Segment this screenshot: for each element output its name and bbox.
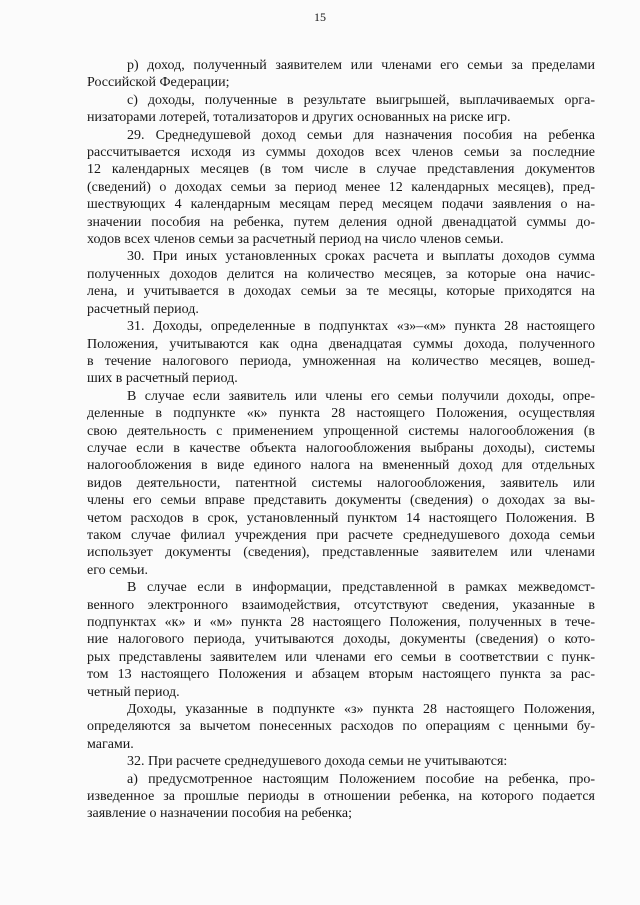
paragraph <box>87 388 595 579</box>
text-line: Положения, учитываются как одна двенадцатая суммы дохода, полученного <box>87 336 595 352</box>
paragraph <box>87 318 595 388</box>
text-line: рых представлены заявителем или членами его семьи в соответствии с пунк- <box>87 649 595 665</box>
text-line: а) предусмотренное настоящим Положением пособие на ребенка, про- <box>127 771 595 787</box>
text-line: таком случае филиал учреждения при расчете среднедушевого дохода семьи <box>87 527 595 543</box>
text-line: его семьи. <box>87 562 148 578</box>
text-line: том 13 настоящего Положения и абзацем вторым настоящего пункта за рас- <box>87 667 595 683</box>
text-line: 30. При иных установленных сроках расчета и выплаты доходов сумма <box>127 249 595 265</box>
text-line: 29. Среднедушевой доход семьи для назначения пособия на ребенка <box>127 127 595 143</box>
text-line: рассчитывается исходя из суммы доходов всех членов семьи за последние <box>87 145 595 161</box>
text-line: свою деятельность с применением упрощенной системы налогообложения (в <box>87 423 595 439</box>
text-line: налогообложения в виде единого налога на вмененный доход для отдельных <box>87 458 595 474</box>
text-line: ние налогового периода, учитываются доходы, документы (сведения) о кото- <box>87 632 595 648</box>
page-number: 15 <box>314 10 326 24</box>
text-line: случае если в качестве объекта налогообложения выбраны доходы), системы <box>87 440 595 456</box>
paragraph <box>87 127 595 249</box>
text-line: определяются за вычетом понесенных расходов по операциям с ценными бу- <box>87 719 595 735</box>
text-line: заявление о назначении пособия на ребенка; <box>87 806 352 822</box>
text-line: использует документы (сведения), представленные заявителем или членами <box>87 545 595 561</box>
text-line: Доходы, указанные в подпункте «з» пункта 28 настоящего Положения, <box>127 702 595 718</box>
text-line: В случае если в информации, представленной в рамках межведомст- <box>127 580 595 596</box>
text-line: значении пособия на ребенка, путем деления одной двенадцатой суммы до- <box>87 214 595 230</box>
text-line: с) доходы, полученные в результате выигрышей, выплачиваемых орга- <box>127 92 595 108</box>
text-line: ходов всех членов семьи за расчетный период на число членов семьи. <box>87 232 504 248</box>
paragraph <box>87 771 595 823</box>
text-line: четом расходов в срок, установленный пунктом 14 настоящего Положения. В <box>87 510 595 526</box>
text-line: Российской Федерации; <box>87 75 230 91</box>
paragraph <box>87 57 595 92</box>
document-body <box>87 57 595 823</box>
text-line: члены его семьи вправе представить документы (сведения) о доходах за вы- <box>87 493 595 509</box>
paragraph <box>87 701 595 753</box>
paragraph <box>87 753 595 770</box>
text-line: четный период. <box>87 684 180 700</box>
paragraph <box>87 579 595 701</box>
text-line: В случае если заявитель или члены его семьи получили доходы, опре- <box>127 388 595 404</box>
text-line: 32. При расчете среднедушевого дохода семьи не учитываются: <box>127 754 508 770</box>
text-line: деленные в подпункте «к» пункта 28 настоящего Положения, осуществляя <box>87 406 595 422</box>
text-line: шествующих 4 календарным месяцам перед месяцем подачи заявления о на- <box>87 197 595 213</box>
text-line: ших в расчетный период. <box>87 371 238 387</box>
text-line: 12 календарных месяцев (в том числе в случае представления документов <box>87 162 595 178</box>
text-line: видов деятельности, патентной системы налогообложения, заявитель или <box>87 475 595 491</box>
text-line: лена, и учитывается в доходах семьи за те месяцы, которые приходятся на <box>87 284 595 300</box>
text-line: расчетный период. <box>87 301 199 317</box>
text-line: (сведений) о доходах семьи за период менее 12 календарных месяцев), пред- <box>87 179 595 195</box>
text-line: р) доход, полученный заявителем или членами его семьи за пределами <box>127 58 595 73</box>
text-line: в течение налогового периода, умноженная на количество месяцев, вошед- <box>87 353 595 369</box>
paragraph <box>87 248 595 318</box>
paragraph <box>87 92 595 127</box>
text-line: изведенное за прошлые периоды в отношении ребенка, на которого подается <box>87 789 595 805</box>
text-line: подпунктах «к» и «м» пункта 28 настоящего Положения, полученных в тече- <box>87 615 595 630</box>
text-line: полученных доходов делится на количество месяцев, за которые она начис- <box>87 266 595 282</box>
text-line: низаторами лотерей, тотализаторов и других основанных на риске игр. <box>87 110 511 126</box>
text-line: венного электронного взаимодействия, отсутствуют сведения, указанные в <box>87 597 595 613</box>
text-line: магами. <box>87 736 134 752</box>
text-line: 31. Доходы, определенные в подпунктах «з»–«м» пункта 28 настоящего <box>127 319 595 335</box>
